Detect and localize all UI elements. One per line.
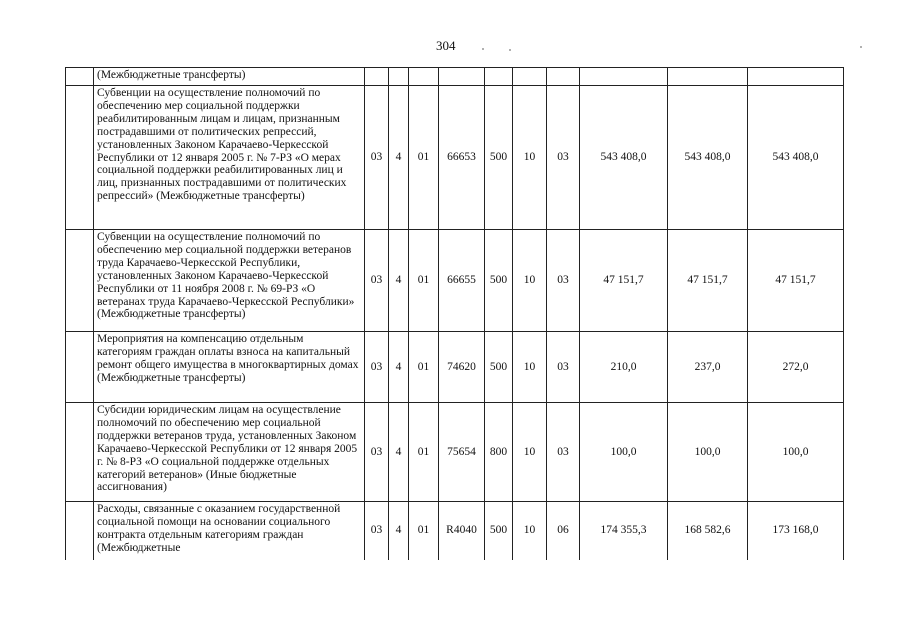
code-cell: 03 — [365, 502, 389, 560]
amount-cell: 173 168,0 — [748, 502, 844, 560]
code-cell — [409, 68, 439, 86]
code-cell: 03 — [547, 403, 580, 502]
scan-artifact — [482, 48, 484, 50]
scan-artifact — [509, 49, 511, 51]
code-cell: 500 — [485, 502, 513, 560]
code-cell — [439, 68, 485, 86]
amount-cell: 272,0 — [748, 332, 844, 403]
code-cell: 10 — [513, 332, 547, 403]
code-cell: 03 — [547, 332, 580, 403]
page-number: 304 — [436, 38, 456, 53]
code-cell: 75654 — [439, 403, 485, 502]
code-cell: 10 — [513, 86, 547, 230]
amount-cell: 47 151,7 — [668, 230, 748, 332]
code-cell: 500 — [485, 332, 513, 403]
description-cell: Субсидии юридическим лицам на осуществление полномочий по обеспечению мер социальной поддержки ветеранов труда, установленных Законом Карачаево-Черкесской Республики от 12 января 2005 г. № 8-РЗ «О социальной поддержке отдельных категорий ветеранов» (Иные бюджетные ассигнования) — [94, 403, 365, 502]
table-row — [66, 502, 844, 560]
code-cell: 03 — [365, 86, 389, 230]
code-cell: 03 — [365, 403, 389, 502]
code-cell: 01 — [409, 403, 439, 502]
code-cell: 01 — [409, 332, 439, 403]
code-cell: 4 — [389, 86, 409, 230]
code-cell: 500 — [485, 230, 513, 332]
amount-cell: 543 408,0 — [580, 86, 668, 230]
description-cell: Субвенции на осуществление полномочий по обеспечению мер социальной поддержки ветеранов труда Карачаево-Черкесской Республики, установленных Законом Карачаево-Черкесской Республики от 11 ноября 2008 г. № 69-РЗ «О ветеранах труда Карачаево-Черкесской Республики» (Межбюджетные трансферты) — [94, 230, 365, 332]
amount-cell: 210,0 — [580, 332, 668, 403]
amount-cell: 543 408,0 — [748, 86, 844, 230]
amount-cell — [748, 68, 844, 86]
index-cell — [66, 403, 94, 502]
index-cell — [66, 86, 94, 230]
code-cell: R4040 — [439, 502, 485, 560]
table-row — [66, 86, 844, 230]
index-cell — [66, 332, 94, 403]
code-cell: 66653 — [439, 86, 485, 230]
description-cell: Расходы, связанные с оказанием государственной социальной помощи на основании социального контракта отдельным категориям граждан (Межбюджетные — [94, 502, 365, 560]
code-cell — [513, 68, 547, 86]
amount-cell: 47 151,7 — [580, 230, 668, 332]
code-cell: 4 — [389, 230, 409, 332]
amount-cell: 100,0 — [748, 403, 844, 502]
amount-cell: 100,0 — [580, 403, 668, 502]
amount-cell: 100,0 — [668, 403, 748, 502]
amount-cell: 168 582,6 — [668, 502, 748, 560]
code-cell: 4 — [389, 502, 409, 560]
index-cell — [66, 230, 94, 332]
code-cell: 74620 — [439, 332, 485, 403]
index-cell — [66, 502, 94, 560]
code-cell: 03 — [547, 86, 580, 230]
code-cell: 10 — [513, 403, 547, 502]
code-cell: 10 — [513, 502, 547, 560]
budget-table — [65, 67, 844, 560]
code-cell: 03 — [365, 230, 389, 332]
amount-cell: 543 408,0 — [668, 86, 748, 230]
code-cell: 03 — [547, 230, 580, 332]
amount-cell: 47 151,7 — [748, 230, 844, 332]
amount-cell — [580, 68, 668, 86]
code-cell: 01 — [409, 86, 439, 230]
code-cell — [389, 68, 409, 86]
table-row — [66, 403, 844, 502]
code-cell: 10 — [513, 230, 547, 332]
amount-cell — [668, 68, 748, 86]
code-cell: 4 — [389, 332, 409, 403]
code-cell: 01 — [409, 230, 439, 332]
table-row — [66, 230, 844, 332]
description-cell: (Межбюджетные трансферты) — [94, 68, 365, 86]
code-cell: 4 — [389, 403, 409, 502]
description-cell: Субвенции на осуществление полномочий по обеспечению мер социальной поддержки реабилитированным лицам и лицам, признанным пострадавшими от политических репрессий, установленных Законом Карачаево-Черкесской Республики от 12 января 2005 г. № 7-РЗ «О мерах социальной поддержки реабилитированных лиц и лиц, признанных пострадавшими от политических репрессий» (Межбюджетные трансферты) — [94, 86, 365, 230]
code-cell: 03 — [365, 332, 389, 403]
code-cell: 01 — [409, 502, 439, 560]
code-cell: 800 — [485, 403, 513, 502]
code-cell: 66655 — [439, 230, 485, 332]
code-cell: 500 — [485, 86, 513, 230]
code-cell — [365, 68, 389, 86]
code-cell — [547, 68, 580, 86]
table-row — [66, 68, 844, 86]
index-cell — [66, 68, 94, 86]
scan-artifact — [860, 46, 862, 48]
code-cell: 06 — [547, 502, 580, 560]
table-row — [66, 332, 844, 403]
description-cell: Мероприятия на компенсацию отдельным категориям граждан оплаты взноса на капитальный ремонт общего имущества в многоквартирных домах (Межбюджетные трансферты) — [94, 332, 365, 403]
code-cell — [485, 68, 513, 86]
amount-cell: 237,0 — [668, 332, 748, 403]
amount-cell: 174 355,3 — [580, 502, 668, 560]
